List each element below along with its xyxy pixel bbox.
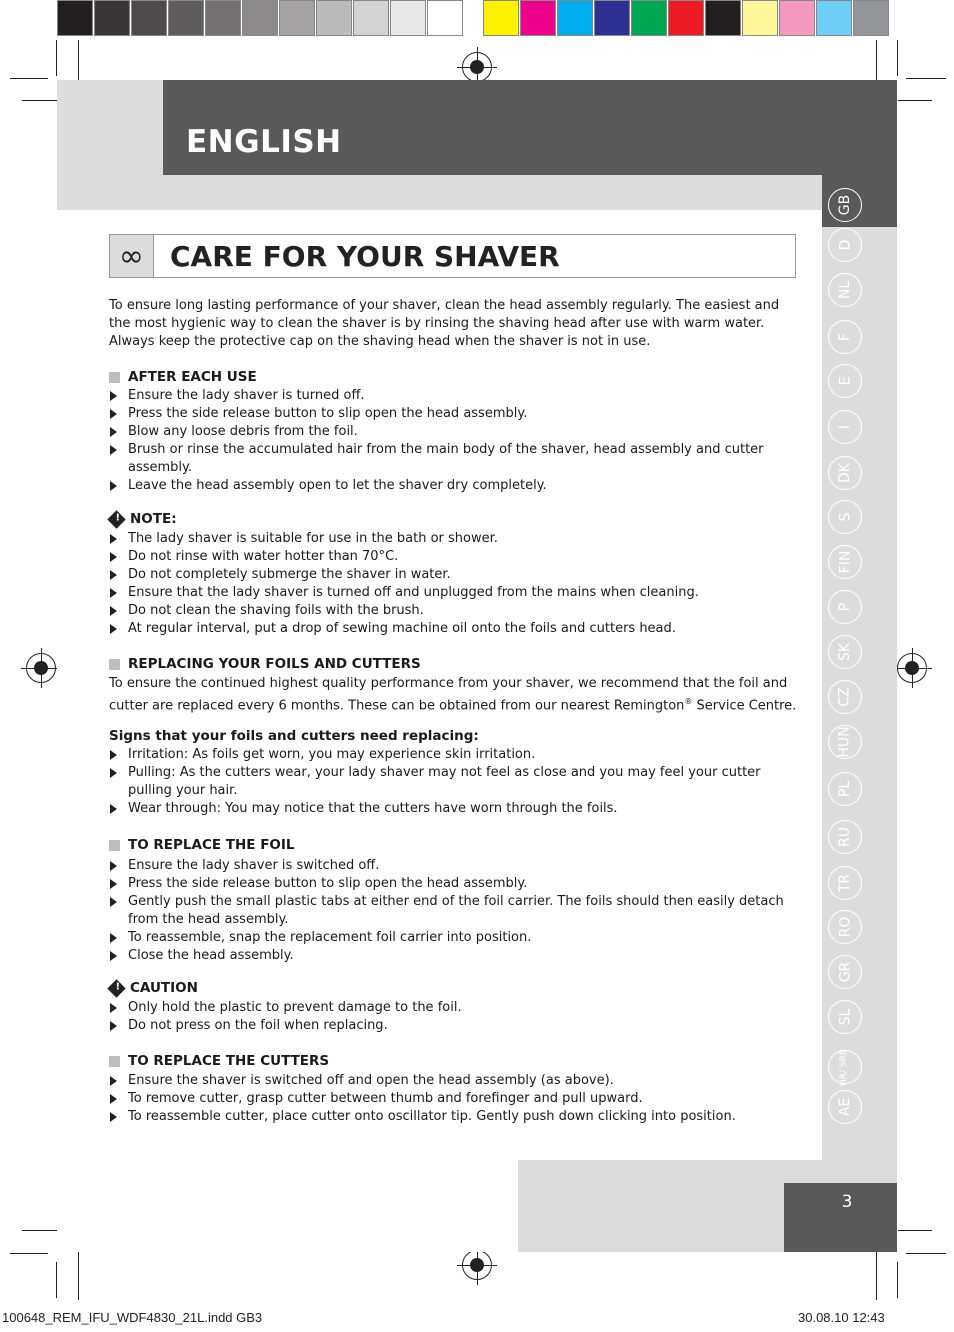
crop-mark bbox=[22, 100, 58, 101]
language-tab-dk[interactable] bbox=[828, 456, 862, 490]
replace-cutters-heading bbox=[109, 1053, 329, 1069]
heading-label: NOTE: bbox=[130, 511, 177, 527]
language-tab-f[interactable] bbox=[828, 320, 862, 354]
color-swatch bbox=[853, 0, 889, 36]
color-bar-right bbox=[483, 0, 890, 38]
crop-mark bbox=[898, 100, 932, 101]
page-title: ENGLISH bbox=[186, 124, 342, 160]
language-tab-label: D bbox=[837, 239, 853, 251]
language-tab-label: S bbox=[836, 512, 853, 522]
list-item: Ensure that the lady shaver is turned off and unplugged from the mains when cleaning. bbox=[109, 584, 799, 602]
replacing-text: To ensure the continued highest quality performance from your shaver, we recommend that the foil and cutter are replaced every 6 months. These can be obtained from our nearest Remington bbox=[109, 676, 788, 714]
language-tab-label: GR bbox=[836, 961, 853, 983]
list-item: To remove cutter, grasp cutter between thumb and forefinger and pull upward. bbox=[109, 1090, 799, 1108]
crop-mark bbox=[897, 40, 898, 76]
language-tab-label: HUN bbox=[837, 726, 853, 758]
crop-mark bbox=[10, 78, 48, 79]
signs-heading bbox=[109, 728, 479, 744]
language-tab-label: E bbox=[836, 376, 853, 386]
language-tab-label: HR/ SRB bbox=[839, 1048, 850, 1086]
color-swatch bbox=[94, 0, 130, 36]
list-item: Irritation: As foils get worn, you may experience skin irritation. bbox=[109, 746, 799, 764]
replace-foil-heading bbox=[109, 837, 295, 853]
square-bullet-icon bbox=[109, 1056, 120, 1067]
list-item: Ensure the lady shaver is switched off. bbox=[109, 857, 799, 875]
list-item: Do not press on the foil when replacing. bbox=[109, 1017, 799, 1035]
list-item: Pulling: As the cutters wear, your lady shaver may not feel as close and you may feel your cutter pulling your hair. bbox=[109, 764, 799, 800]
list-item: Press the side release button to slip open the head assembly. bbox=[109, 405, 799, 423]
color-swatch bbox=[168, 0, 204, 36]
color-swatch bbox=[594, 0, 630, 36]
color-swatch bbox=[779, 0, 815, 36]
color-swatch bbox=[520, 0, 556, 36]
infinity-icon: ∞ bbox=[109, 234, 154, 278]
registration-mark-bottom bbox=[462, 1250, 492, 1280]
list-item: Do not rinse with water hotter than 70°C. bbox=[109, 548, 799, 566]
language-tab-fin[interactable] bbox=[828, 545, 862, 579]
language-tab-p[interactable] bbox=[828, 590, 862, 624]
language-tab-nl[interactable] bbox=[828, 273, 862, 307]
list-item: Ensure the shaver is switched off and open the head assembly (as above). bbox=[109, 1072, 799, 1090]
color-swatch bbox=[279, 0, 315, 36]
list-item: Only hold the plastic to prevent damage to the foil. bbox=[109, 999, 799, 1017]
warning-icon bbox=[107, 510, 125, 528]
color-swatch bbox=[316, 0, 352, 36]
language-tab-label: I bbox=[836, 424, 853, 430]
color-swatch bbox=[131, 0, 167, 36]
language-tab-label: PL bbox=[837, 780, 853, 798]
square-bullet-icon bbox=[109, 840, 120, 851]
color-swatch bbox=[483, 0, 519, 36]
crop-mark bbox=[898, 1230, 932, 1231]
square-bullet-icon bbox=[109, 659, 120, 670]
language-tab-sl[interactable] bbox=[828, 1000, 862, 1034]
color-swatch bbox=[816, 0, 852, 36]
intro-paragraph: To ensure long lasting performance of your shaver, clean the head assembly regularly. The easiest and the most hygienic way to clean the shaver is by rinsing the shaving head after use with warm water. Always keep the protective cap on the shaving head when the shaver is not in use. bbox=[109, 298, 780, 349]
color-swatch bbox=[242, 0, 278, 36]
trademark-symbol: ® bbox=[684, 697, 693, 706]
language-tab-i[interactable] bbox=[828, 410, 862, 444]
page-number: 3 bbox=[841, 1192, 853, 1212]
color-swatch bbox=[631, 0, 667, 36]
language-tab-label: DK bbox=[837, 463, 853, 483]
language-tab-label: TR bbox=[837, 873, 853, 893]
list-item: Do not clean the shaving foils with the brush. bbox=[109, 602, 799, 620]
language-tab-s[interactable] bbox=[828, 500, 862, 534]
language-tab-label: P bbox=[836, 602, 853, 612]
language-tab-pl[interactable] bbox=[828, 772, 862, 806]
language-tab-label: RU bbox=[836, 827, 853, 847]
list-item: Brush or rinse the accumulated hair from the main body of the shaver, head assembly and cutter assembly. bbox=[109, 441, 799, 477]
after-each-use-heading bbox=[109, 369, 257, 385]
color-swatch bbox=[557, 0, 593, 36]
footer-date: 30.08.10 12:43 bbox=[798, 1310, 885, 1325]
square-bullet-icon bbox=[109, 372, 120, 383]
language-tab-label: F bbox=[837, 332, 853, 342]
list-item: Blow any loose debris from the foil. bbox=[109, 423, 799, 441]
color-bar-left bbox=[57, 0, 464, 38]
crop-mark bbox=[10, 1253, 48, 1254]
after-each-use-list bbox=[109, 387, 799, 495]
language-tab-label: FIN bbox=[837, 550, 853, 574]
list-item: Close the head assembly. bbox=[109, 947, 799, 965]
language-tab-label: RO bbox=[837, 916, 853, 938]
crop-mark bbox=[22, 1230, 58, 1231]
list-item: To reassemble cutter, place cutter onto oscillator tip. Gently push down clicking into position. bbox=[109, 1108, 799, 1126]
caution-list bbox=[109, 999, 799, 1035]
section-title: CARE FOR YOUR SHAVER bbox=[170, 240, 560, 273]
color-swatch bbox=[742, 0, 778, 36]
list-item: Gently push the small plastic tabs at either end of the foil carrier. The foils should then easily detach from the head assembly. bbox=[109, 893, 799, 929]
replacing-paragraph bbox=[109, 675, 799, 715]
heading-label: AFTER EACH USE bbox=[128, 369, 257, 385]
language-tab-label: AE bbox=[837, 1097, 853, 1117]
color-swatch bbox=[205, 0, 241, 36]
language-tab-gb[interactable] bbox=[828, 188, 862, 222]
crop-mark bbox=[906, 78, 946, 79]
language-tab-ae[interactable] bbox=[828, 1090, 862, 1124]
crop-mark bbox=[56, 40, 57, 76]
language-tab-hun[interactable] bbox=[828, 725, 862, 759]
heading-label: CAUTION bbox=[130, 980, 198, 996]
language-tab-d[interactable] bbox=[828, 228, 862, 262]
heading-label: REPLACING YOUR FOILS AND CUTTERS bbox=[128, 656, 421, 672]
color-swatch bbox=[705, 0, 741, 36]
crop-mark bbox=[897, 1262, 898, 1298]
color-swatch bbox=[353, 0, 389, 36]
registration-mark-left bbox=[26, 653, 56, 683]
language-tab-tr[interactable] bbox=[828, 866, 862, 900]
footer-filename: 100648_REM_IFU_WDF4830_21L.indd GB3 bbox=[2, 1310, 263, 1325]
list-item: Press the side release button to slip open the head assembly. bbox=[109, 875, 799, 893]
language-tab-label: NL bbox=[837, 280, 853, 300]
heading-label: TO REPLACE THE FOIL bbox=[128, 837, 295, 853]
list-item: Wear through: You may notice that the cutters have worn through the foils. bbox=[109, 800, 799, 818]
list-item: To reassemble, snap the replacement foil carrier into position. bbox=[109, 929, 799, 947]
color-swatch bbox=[57, 0, 93, 36]
language-tab-cz[interactable] bbox=[828, 680, 862, 714]
list-item: The lady shaver is suitable for use in the bath or shower. bbox=[109, 530, 799, 548]
replacing-heading bbox=[109, 656, 421, 672]
bottom-panel bbox=[57, 1160, 518, 1252]
signs-list bbox=[109, 746, 799, 818]
registration-mark-right bbox=[897, 653, 927, 683]
heading-label: Signs that your foils and cutters need replacing: bbox=[109, 728, 479, 744]
note-list bbox=[109, 530, 799, 638]
replace-foil-list bbox=[109, 857, 799, 965]
language-tab-label: CZ bbox=[837, 687, 853, 707]
language-tab-hrsrb[interactable] bbox=[828, 1050, 862, 1084]
crop-mark bbox=[906, 1253, 946, 1254]
language-tab-label: SK bbox=[836, 642, 853, 662]
language-tab-ro[interactable] bbox=[828, 910, 862, 944]
language-tab-gr[interactable] bbox=[828, 955, 862, 989]
language-tab-e[interactable] bbox=[828, 364, 862, 398]
list-item: At regular interval, put a drop of sewing machine oil onto the foils and cutters head. bbox=[109, 620, 799, 638]
color-swatch bbox=[668, 0, 704, 36]
caution-heading bbox=[109, 980, 198, 996]
language-tab-label: GB bbox=[836, 194, 853, 216]
note-heading bbox=[109, 511, 177, 527]
language-tab-label: SL bbox=[837, 1008, 853, 1026]
list-item: Leave the head assembly open to let the shaver dry completely. bbox=[109, 477, 799, 495]
heading-label: TO REPLACE THE CUTTERS bbox=[128, 1053, 330, 1069]
list-item: Do not completely submerge the shaver in water. bbox=[109, 566, 799, 584]
language-tab-ru[interactable] bbox=[828, 820, 862, 854]
replacing-text-end: Service Centre. bbox=[692, 698, 797, 714]
list-item: Ensure the lady shaver is turned off. bbox=[109, 387, 799, 405]
color-swatch bbox=[390, 0, 426, 36]
warning-icon bbox=[107, 979, 125, 997]
language-tab-sk[interactable] bbox=[828, 635, 862, 669]
registration-mark-top bbox=[462, 52, 492, 82]
color-swatch bbox=[427, 0, 463, 36]
replace-cutters-list bbox=[109, 1072, 799, 1126]
crop-mark bbox=[56, 1262, 57, 1298]
